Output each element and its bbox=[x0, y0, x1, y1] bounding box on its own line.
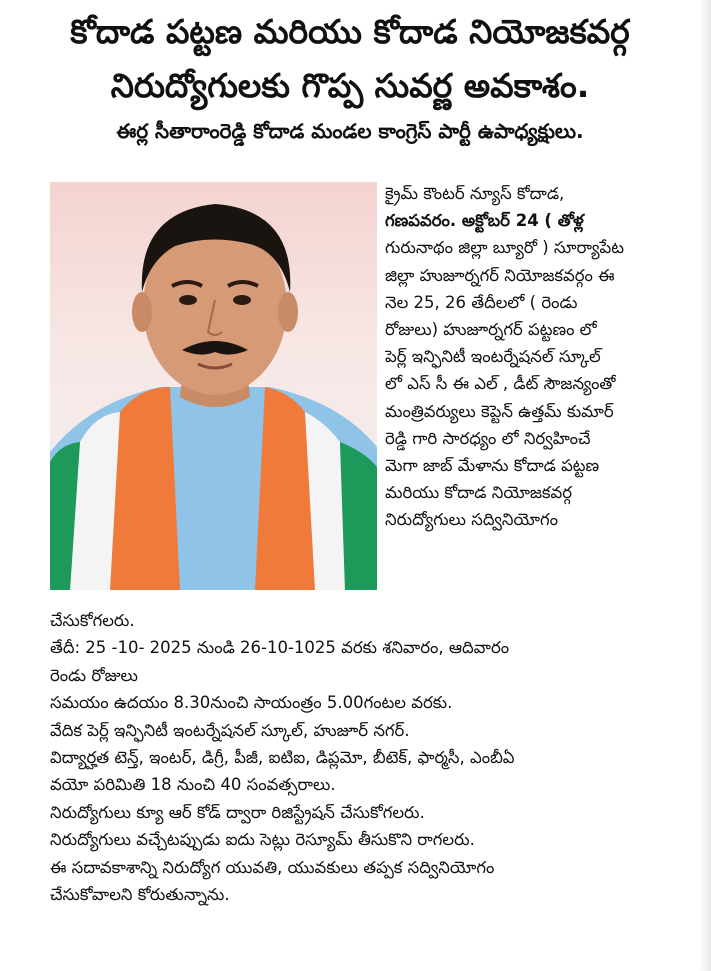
column-line: మరియు కోదాడ నియోజకవర్గ bbox=[385, 483, 573, 503]
article-column bbox=[385, 180, 687, 534]
article-body bbox=[50, 607, 690, 908]
column-line: గురునాథం జిల్లా బ్యూరో ) సూర్యాపేట bbox=[385, 238, 625, 258]
body-line: చేసుకోగలరు. bbox=[50, 611, 135, 630]
column-line: నిరుద్యోగులు సద్వినియోగం bbox=[385, 510, 559, 530]
headline-line-2: నిరుద్యోగులకు గొప్ప సువర్ణ అవకాశం. bbox=[110, 66, 590, 105]
body-line: తేదీ: 25 -10- 2025 నుండి 26-10-1025 వరకు శనివారం, ఆదివారం bbox=[50, 638, 510, 658]
column-line: లో ఎస్ సీ ఈ ఎల్ , డీట్ సౌజన్యంతో bbox=[385, 374, 616, 394]
column-line: క్రైమ్ కౌంటర్ న్యూస్ కోదాడ, bbox=[385, 184, 565, 203]
body-line: ఈ సదావకాశాన్ని నిరుద్యోగ యువతి, యువకులు తప్పక సద్వినియోగం bbox=[50, 857, 495, 877]
column-line: పెర్ల్ ఇన్ఫినిటీ ఇంటర్నేషనల్ స్కూల్ bbox=[385, 347, 601, 367]
body-line: వేదిక పెర్ల్ ఇన్ఫినిటీ ఇంటర్నేషనల్ స్కూల్, హుజూర్ నగర్. bbox=[50, 720, 410, 740]
body-line: విద్యార్హత టెన్త్, ఇంటర్, డిగ్రీ, పీజీ, ఐటిఐ, డిప్లమో, బీటెక్, ఫార్మసీ, ఎంబీఏ bbox=[50, 748, 515, 768]
page-spine-shadow bbox=[699, 0, 711, 971]
body-line: నిరుద్యోగులు క్యూ ఆర్ కోడ్ ద్వారా రిజిస్ట్రేషన్ చేసుకోగలరు. bbox=[50, 802, 425, 822]
column-line: గణపవరం. అక్టోబర్ 24 ( తోళ్ల bbox=[385, 211, 584, 231]
headline-line-1: కోదాడ పట్టణ మరియు కోదాడ నియోజకవర్గ bbox=[70, 12, 630, 51]
body-line: చేసుకోవాలని కోరుతున్నాను. bbox=[50, 885, 230, 905]
column-line: రెడ్డి గారి సారధ్యం లో నిర్వహించే bbox=[385, 428, 591, 448]
column-line: నెల 25, 26 తేదీలలో ( రెండు bbox=[385, 292, 578, 312]
headline-subline: ఈర్ల సీతారాంరెడ్డి కోదాడ మండల కాంగ్రెస్ పార్టీ ఉపాధ్యక్షులు. bbox=[116, 119, 584, 143]
body-line: సమయం ఉదయం 8.30నుంచి సాయంత్రం 5.00గంటల వరకు. bbox=[50, 693, 453, 713]
body-line: వయో పరిమితి 18 నుంచి 40 సంవత్సరాలు. bbox=[50, 775, 336, 795]
column-line: రోజులు) హుజూర్నగర్ పట్టణం లో bbox=[385, 320, 597, 340]
column-line: మంత్రివర్యులు కెప్టెన్ ఉత్తమ్ కుమార్ bbox=[385, 401, 614, 421]
body-line: రెండు రోజులు bbox=[50, 665, 138, 685]
column-line: జిల్లా హుజూర్నగర్ నియోజకవర్గం ఈ bbox=[385, 265, 615, 285]
portrait-photo bbox=[50, 182, 377, 590]
body-line: నిరుద్యోగులు వచ్చేటప్పుడు ఐదు సెట్లు రెస్యూమ్ తీసుకొని రాగలరు. bbox=[50, 830, 475, 850]
column-line: మెగా జాబ్ మేళాను కోదాడ పట్టణ bbox=[385, 456, 600, 476]
portrait-illustration bbox=[50, 182, 377, 590]
